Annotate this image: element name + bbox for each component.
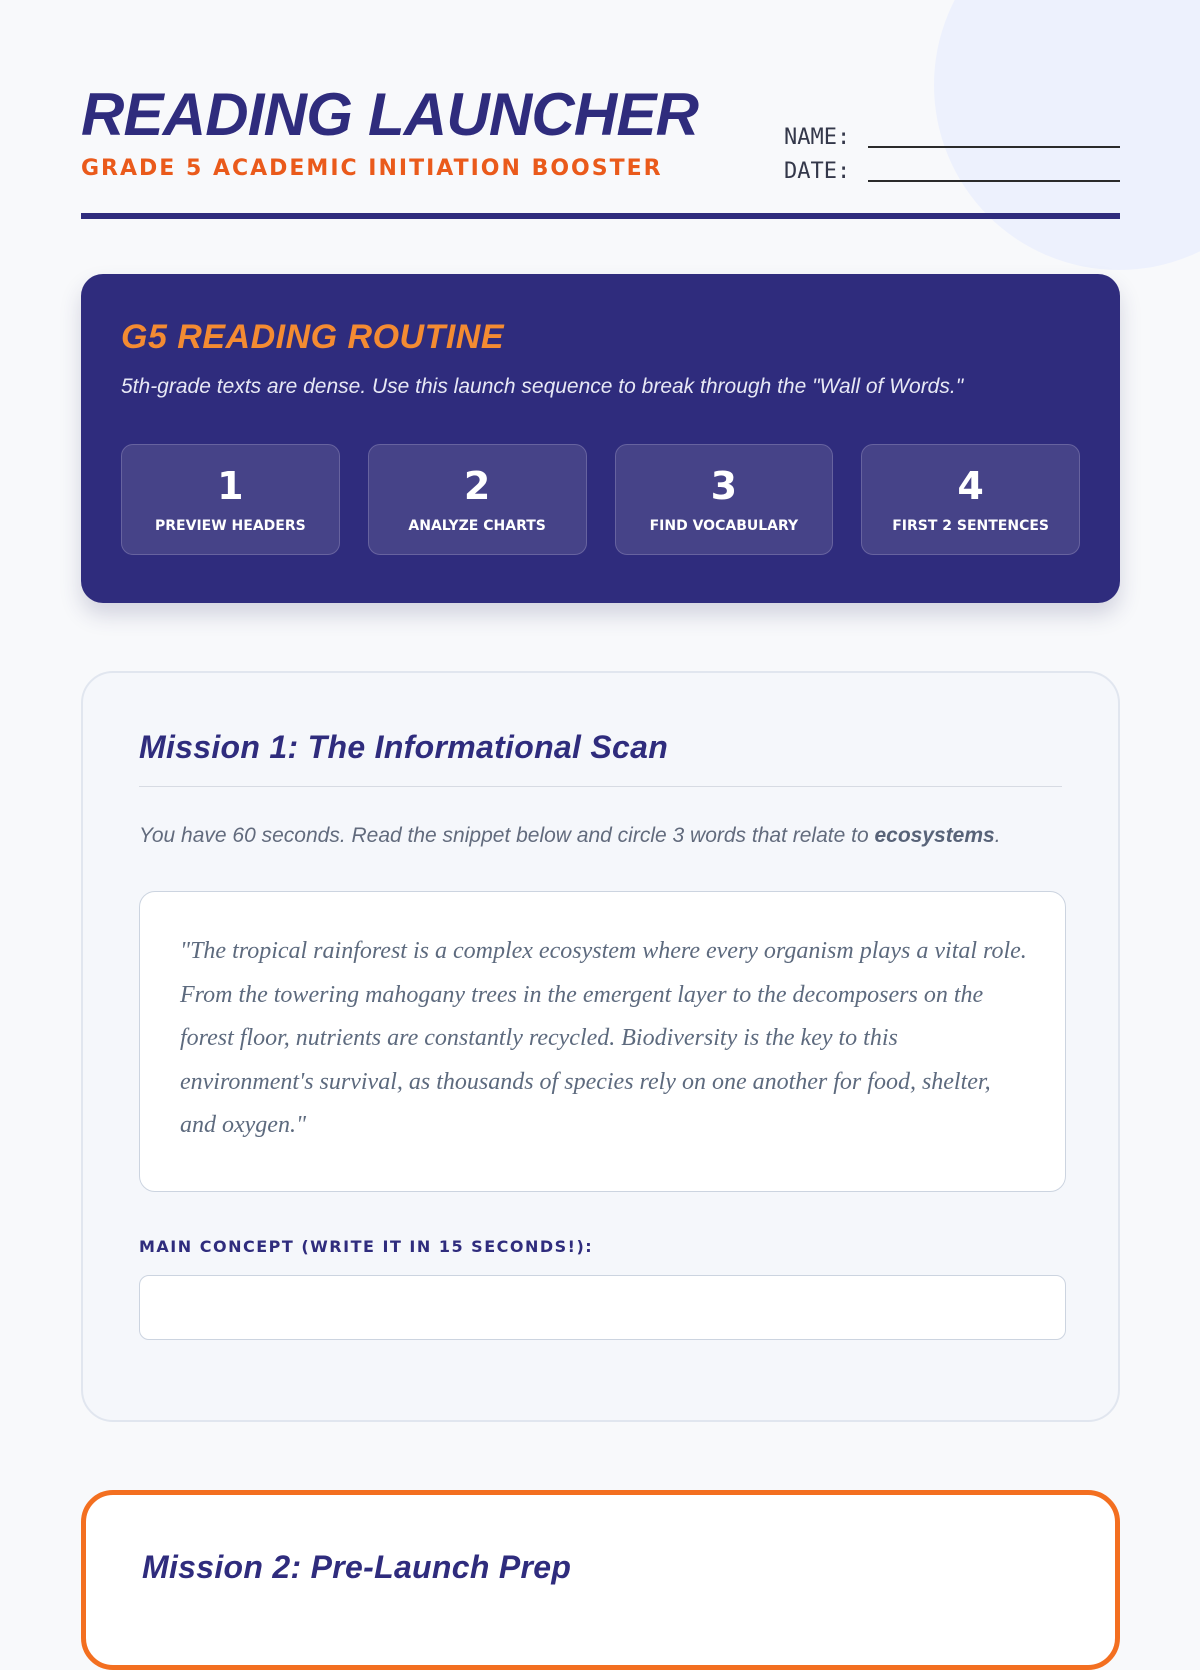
step-number: 2 (463, 464, 491, 508)
routine-steps (121, 444, 1080, 555)
mission-2-card (81, 1490, 1120, 1670)
date-field (784, 154, 1120, 188)
instructions-suffix: . (994, 824, 1001, 847)
step-card-3 (615, 444, 834, 555)
reading-snippet: "The tropical rainforest is a complex ecosystem where every organism plays a vital role. From the towering mahogany trees in the emergent layer to the decomposers on the forest floor, nutrients are constantly recycled. Biodiversity is the key to this environment's survival, as thousands of species rely on one another for food, shelter, and oxygen." (139, 891, 1066, 1192)
worksheet-title: READING LAUNCHER (81, 81, 699, 148)
mission-1-title: Mission 1: The Informational Scan (139, 729, 669, 765)
name-field (784, 120, 1120, 154)
step-label: FIRST 2 SENTENCES (892, 518, 1050, 534)
routine-panel (81, 274, 1120, 603)
routine-title: G5 READING ROUTINE (121, 318, 505, 356)
mission-1-divider (139, 786, 1062, 787)
step-number: 1 (217, 464, 244, 508)
step-label: PREVIEW HEADERS (155, 518, 306, 534)
step-card-2 (368, 444, 587, 555)
worksheet-subtitle: GRADE 5 ACADEMIC INITIATION BOOSTER (81, 156, 663, 181)
header-divider (81, 213, 1120, 219)
mission-2-title: Mission 2: Pre-Launch Prep (142, 1549, 572, 1585)
main-concept-label: MAIN CONCEPT (WRITE IT IN 15 SECONDS!): (139, 1237, 594, 1256)
step-card-4 (861, 444, 1080, 555)
instructions-emphasis: ecosystems (874, 824, 995, 847)
date-label: DATE: (784, 158, 851, 184)
step-label: ANALYZE CHARTS (408, 518, 546, 534)
step-number: 4 (957, 464, 984, 508)
step-number: 3 (710, 464, 738, 508)
instructions-text: You have 60 seconds. Read the snippet below and circle 3 words that relate to (139, 824, 875, 847)
student-info-fields (784, 120, 1120, 188)
mission-1-instructions (139, 819, 1062, 853)
step-card-1 (121, 444, 340, 555)
main-concept-input[interactable] (139, 1275, 1066, 1340)
name-line[interactable] (868, 146, 1120, 148)
name-label: NAME: (784, 124, 851, 150)
mission-1-card (81, 671, 1120, 1422)
date-line[interactable] (868, 180, 1120, 182)
step-label: FIND VOCABULARY (649, 518, 799, 534)
routine-description: 5th-grade texts are dense. Use this launch sequence to break through the "Wall of Words." (121, 375, 964, 398)
